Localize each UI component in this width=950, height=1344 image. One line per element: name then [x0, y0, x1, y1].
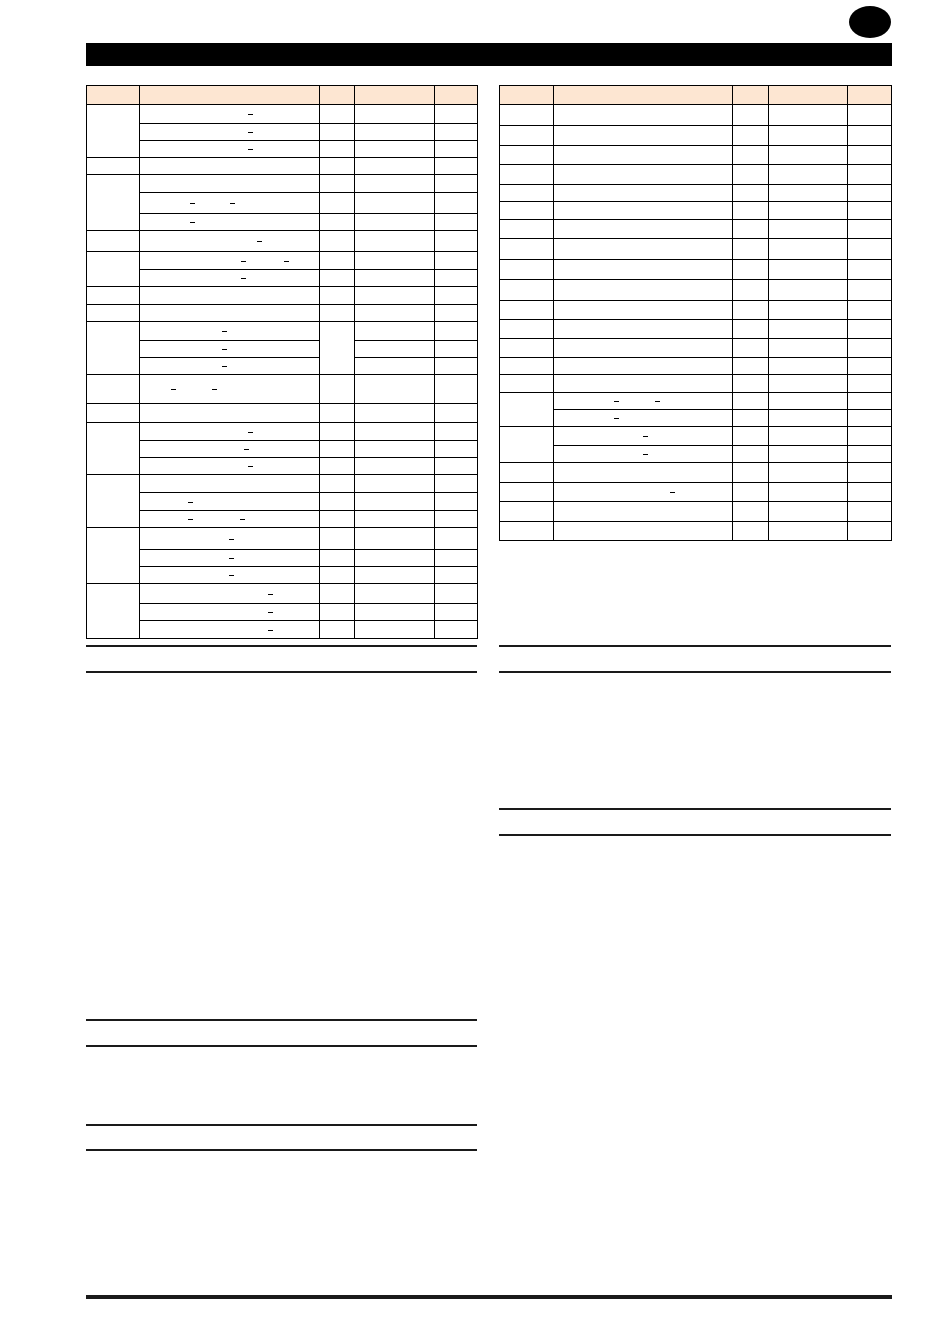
table-row	[500, 185, 892, 202]
col-header	[733, 86, 769, 105]
spec-table-right	[499, 85, 892, 541]
table-row	[500, 165, 892, 185]
section-rule	[499, 671, 891, 673]
table-row	[87, 175, 478, 193]
spec-table-left	[86, 85, 478, 639]
table-row	[87, 604, 478, 621]
table-row	[500, 502, 892, 522]
table-row	[87, 528, 478, 550]
table-row	[87, 404, 478, 423]
table-row	[87, 305, 478, 322]
col-header	[500, 86, 554, 105]
table-row	[87, 193, 478, 214]
table-row	[500, 522, 892, 541]
table-row	[500, 358, 892, 375]
table-row	[87, 141, 478, 158]
table-row	[500, 220, 892, 239]
section-rule	[86, 1149, 477, 1151]
table-row	[500, 146, 892, 165]
page-number-badge	[849, 6, 891, 38]
table-row	[87, 493, 478, 511]
col-header	[848, 86, 892, 105]
table-row	[87, 270, 478, 287]
col-header	[355, 86, 435, 105]
col-header	[87, 86, 140, 105]
table-row	[500, 105, 892, 126]
table-row	[500, 375, 892, 393]
table-row	[87, 550, 478, 567]
table-row	[87, 584, 478, 604]
footer-rule	[86, 1295, 892, 1299]
table-row	[500, 410, 892, 427]
table-row	[500, 280, 892, 301]
table-row	[87, 105, 478, 124]
table-row	[500, 202, 892, 220]
col-header	[554, 86, 733, 105]
section-rule	[86, 1045, 477, 1047]
table-row	[87, 458, 478, 475]
table-row	[87, 423, 478, 441]
table-row	[87, 511, 478, 528]
table-row	[500, 239, 892, 260]
section-rule	[86, 1019, 477, 1021]
table-row	[500, 126, 892, 146]
table-row	[500, 393, 892, 410]
table-row	[500, 483, 892, 502]
table-row	[87, 124, 478, 141]
table-row	[500, 301, 892, 320]
section-rule	[86, 671, 477, 673]
table-row	[87, 322, 478, 341]
table-row	[87, 441, 478, 458]
section-rule	[86, 1124, 477, 1126]
section-rule	[499, 834, 891, 836]
table-row	[500, 427, 892, 446]
table-row	[87, 287, 478, 305]
table-row	[87, 231, 478, 252]
table-row	[87, 214, 478, 231]
table-row	[87, 475, 478, 493]
col-header	[140, 86, 320, 105]
table-header-row	[87, 86, 478, 105]
table-row	[87, 621, 478, 639]
table-row	[500, 463, 892, 483]
section-rule	[86, 645, 477, 647]
table-header-row	[500, 86, 892, 105]
table-row	[500, 320, 892, 339]
table-row	[87, 252, 478, 270]
table-row	[500, 339, 892, 358]
table-row	[87, 567, 478, 584]
table-row	[500, 446, 892, 463]
col-header	[320, 86, 355, 105]
table-row	[500, 260, 892, 280]
table-row	[87, 158, 478, 175]
section-rule	[499, 645, 891, 647]
col-header	[435, 86, 478, 105]
section-title-bar	[86, 43, 892, 66]
table-row	[87, 341, 478, 358]
section-rule	[499, 808, 891, 810]
table-row	[87, 358, 478, 375]
table-row	[87, 375, 478, 404]
col-header	[769, 86, 848, 105]
